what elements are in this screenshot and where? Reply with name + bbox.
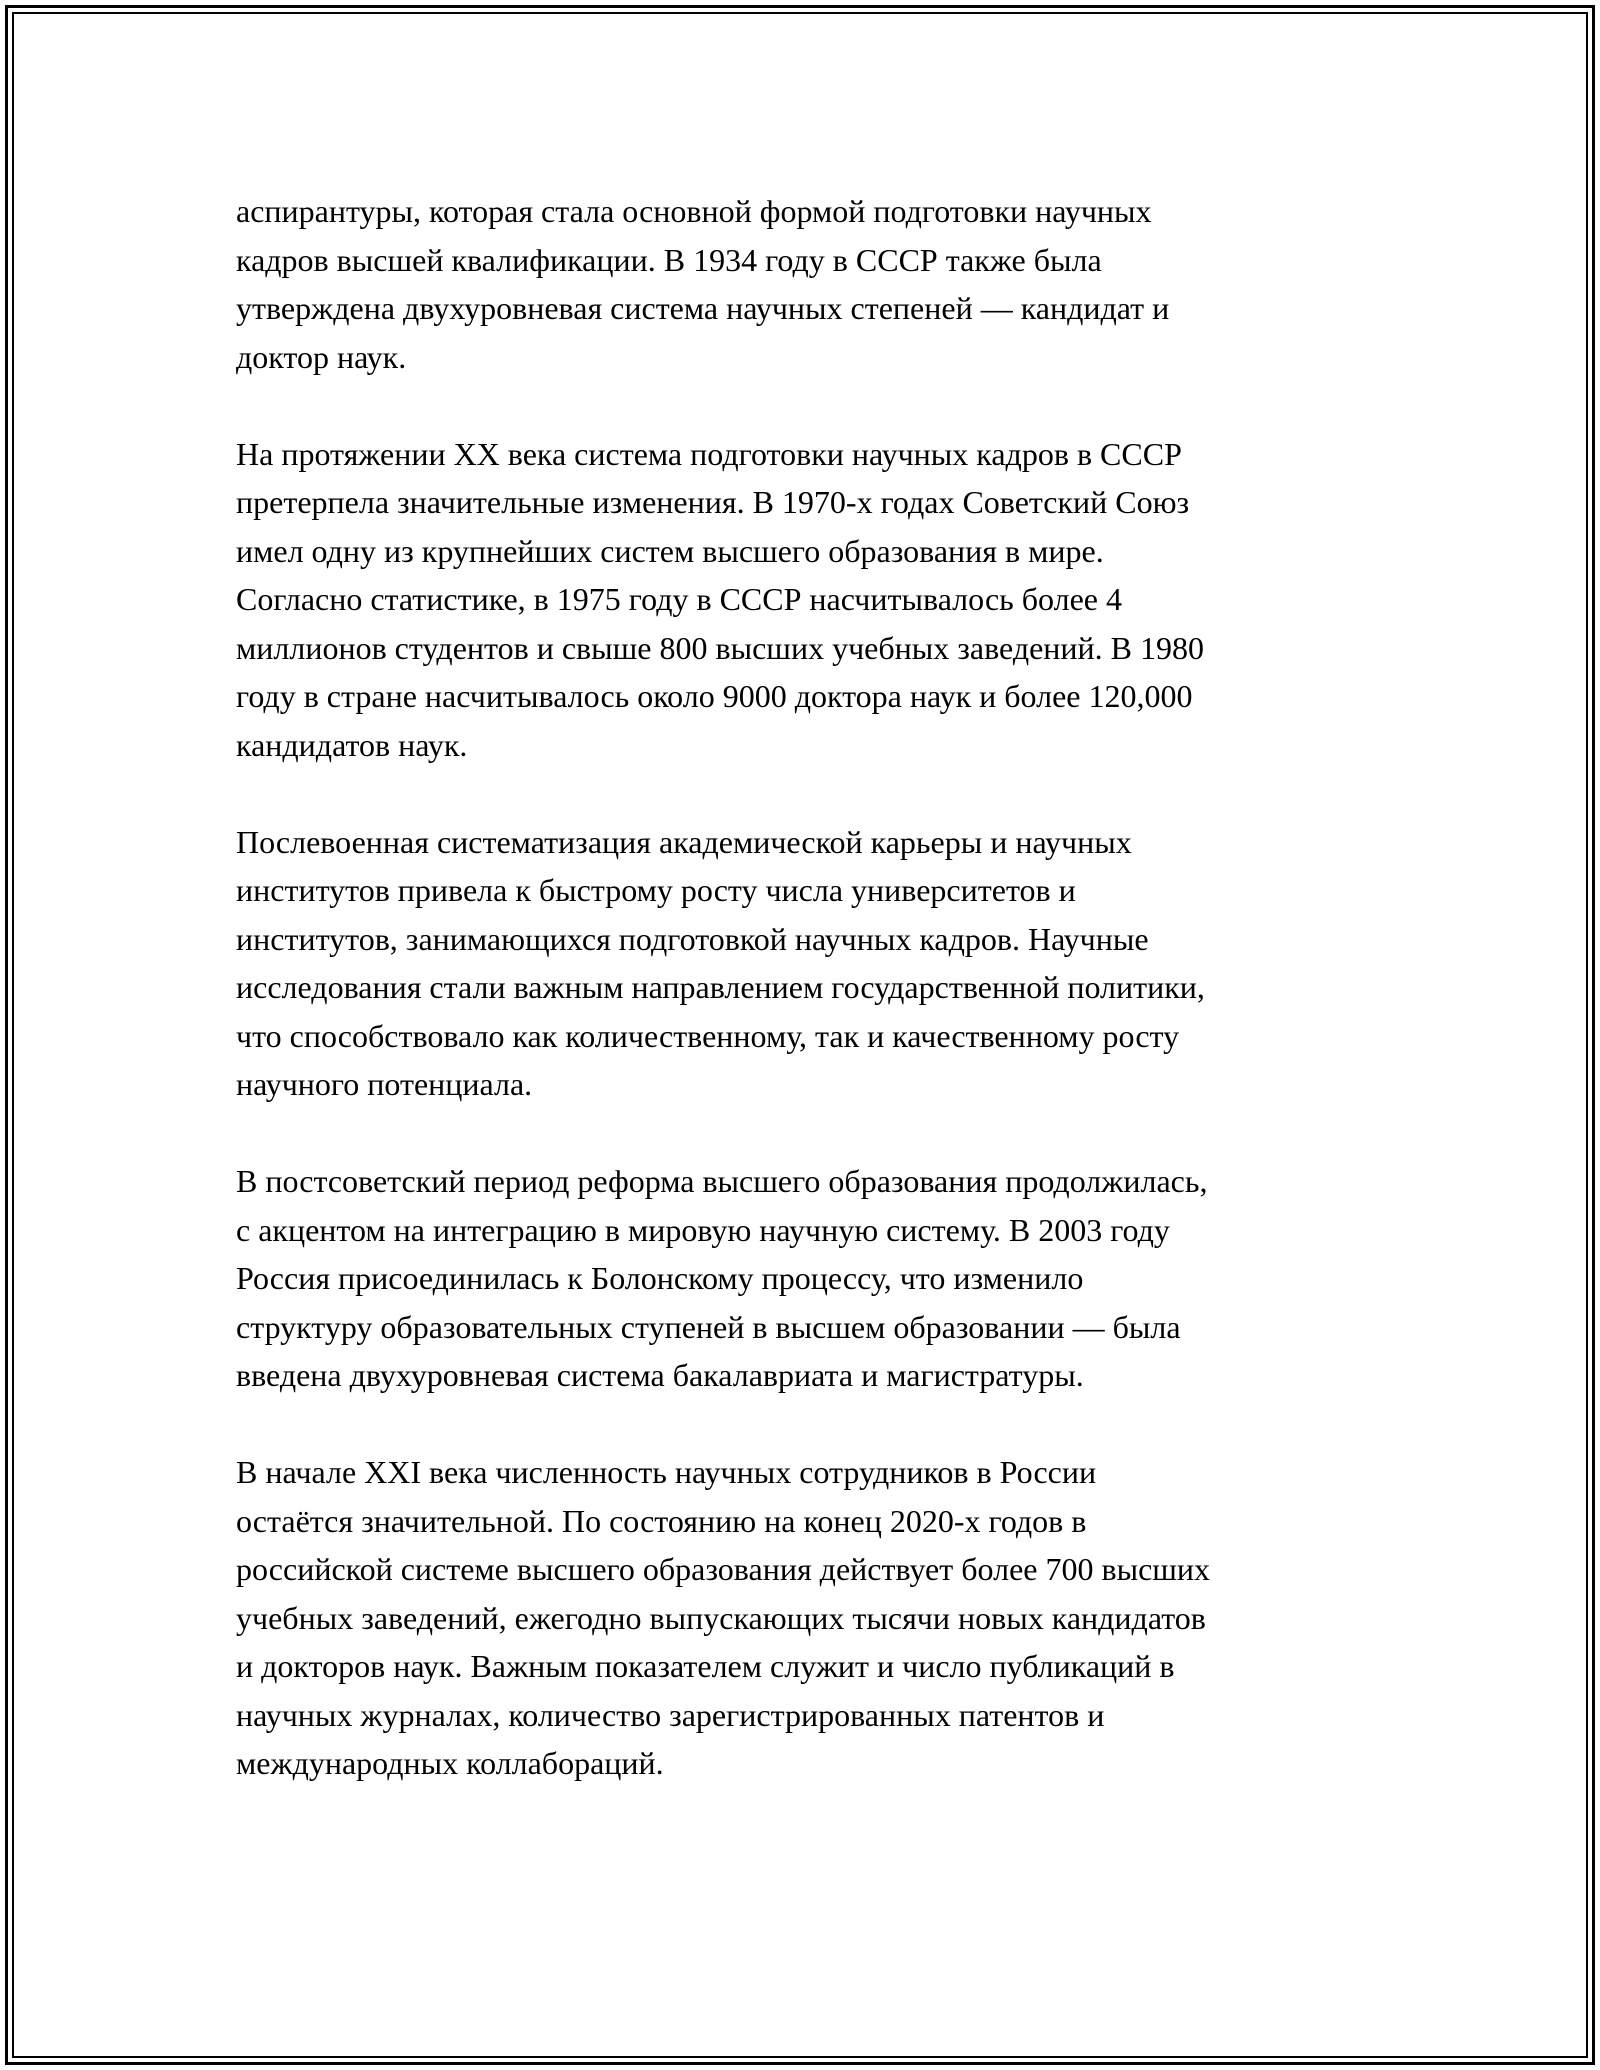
paragraph-2: На протяжении XX века система подготовки научных кадров в СССР претерпела значительные изменения. В 1970-х годах Советский Союз имел одну из крупнейших систем высшего образования в мире. Согласно статистике, в 1975 году в СССР насчитывалось более 4 миллионов студентов и свыше 800 высших учебных заведений. В 1980 году в стране насчитывалось около 9000 доктора наук и более 120,000 кандидатов наук. [236,435,1205,763]
document-body [236,187,1366,1788]
paragraph-4: В постсоветский период реформа высшего образования продолжилась, с акцентом на интеграцию в мировую научную систему. В 2003 году Россия присоединилась к Болонскому процессу, что изменило структуру образовательных ступеней в высшем образовании — была введена двухуровневая система бакалавриата и магистратуры. [236,1163,1208,1393]
paragraph-3: Послевоенная систематизация академической карьеры и научных институтов привела к быстрому росту числа университетов и институтов, занимающихся подготовкой научных кадров. Научные исследования стали важным направлением государственной политики, что способствовало как количественному, так и качественному росту научного потенциала. [236,823,1205,1102]
paragraph-5: В начале XXI века численность научных сотрудников в России остаётся значительной. По состоянию на конец 2020-х годов в российской системе высшего образования действует более 700 высших учебных заведений, ежегодно выпускающих тысячи новых кандидатов и докторов наук. Важным показателем служит и число публикаций в научных журналах, количество зарегистрированных патентов и международных коллабораций. [236,1454,1211,1781]
paragraph-1: аспирантуры, которая стала основной формой подготовки научных кадров высшей квалификации. В 1934 году в СССР также была утверждена двухуровневая система научных степеней — кандидат и доктор наук. [236,193,1170,375]
